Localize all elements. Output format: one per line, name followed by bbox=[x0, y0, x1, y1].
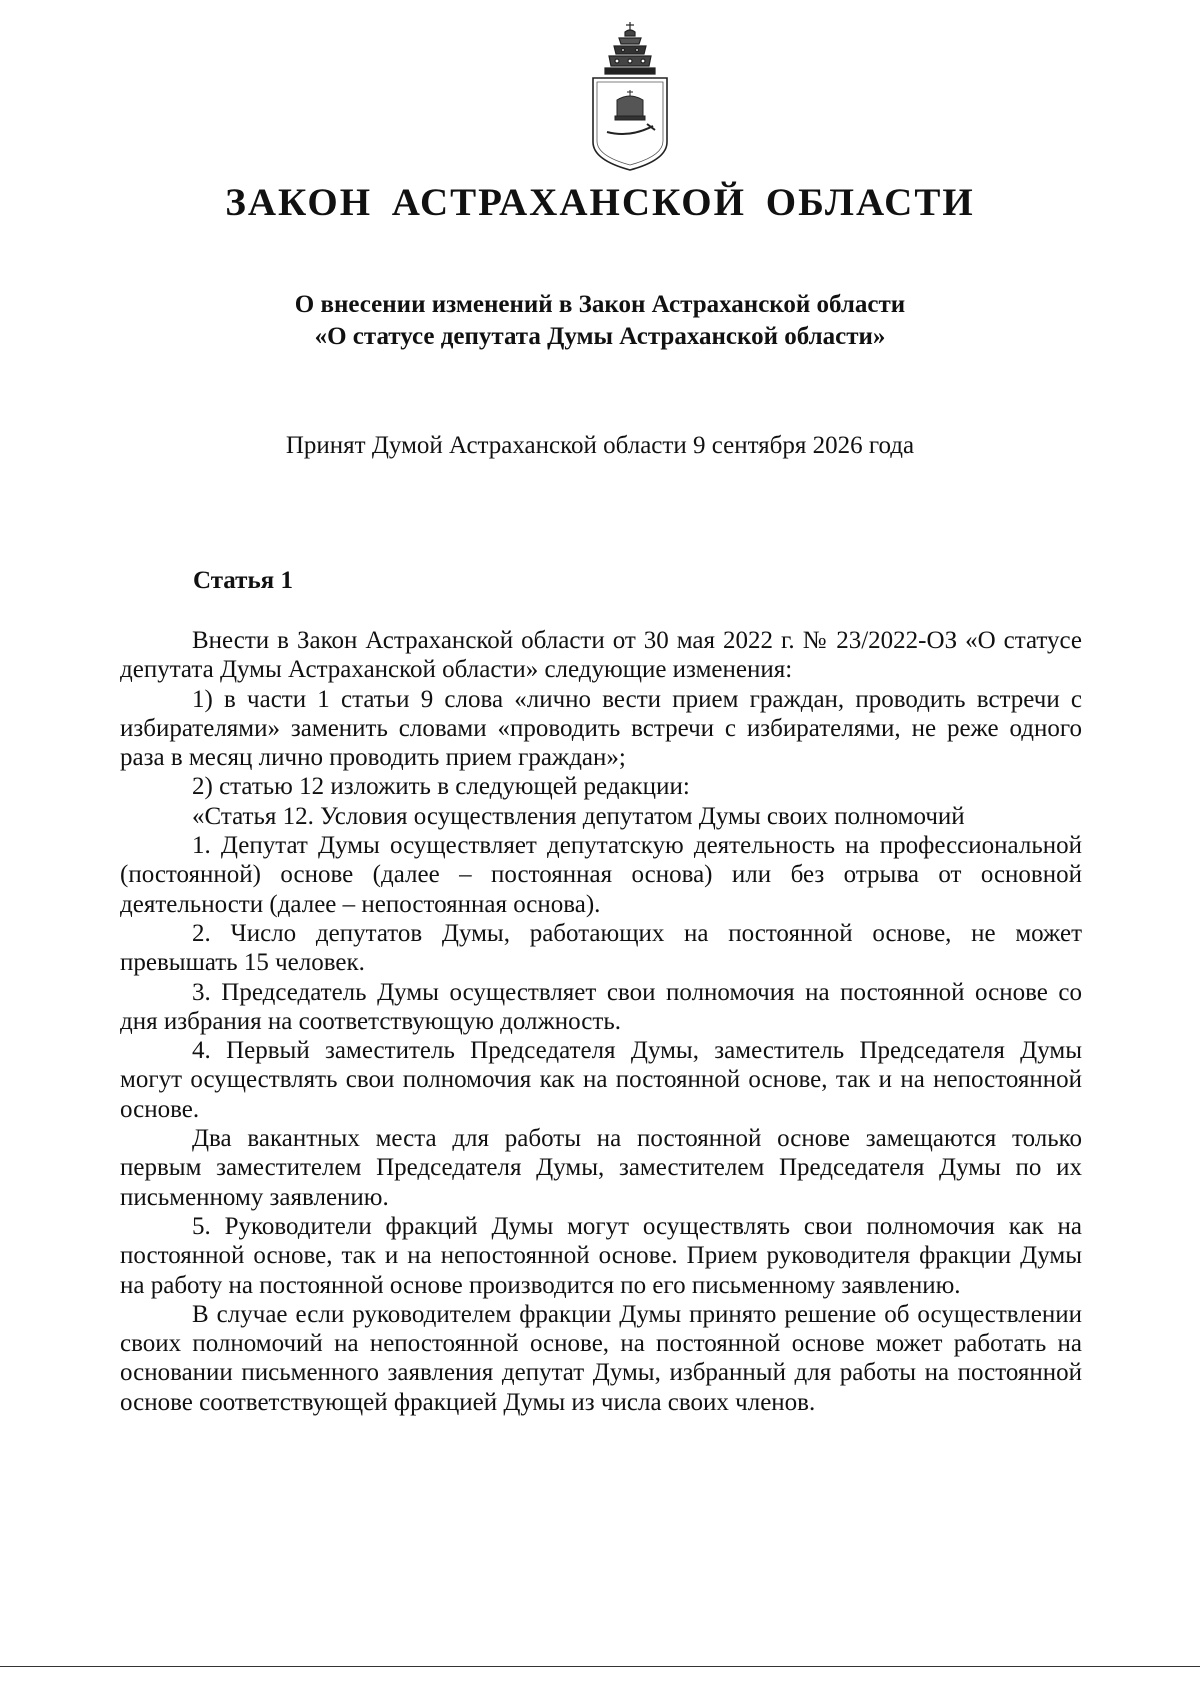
paragraph: 2. Число депутатов Думы, работающих на постоянной основе, не может превышать 15 человек. bbox=[120, 919, 1082, 977]
paragraph: 1. Депутат Думы осуществляет депутатскую деятельность на профессиональной (постоянной) основе (далее – постоянная основа) или без отрыва от основной деятельности (далее – непостоянная основа). bbox=[120, 832, 1082, 918]
paragraph: В случае если руководителем фракции Думы принято решение об осуществлении своих полномочий на непостоянной основе, на постоянной основе может работать на основании письменного заявления депутат Думы, избранный для работы на постоянной основе соответствующей фракцией Думы из числа своих членов. bbox=[120, 1300, 1082, 1416]
adoption-date-line: Принят Думой Астраханской области 9 сентября 2026 года bbox=[285, 432, 915, 459]
paragraph: 3. Председатель Думы осуществляет свои полномочия на постоянной основе со дня избрания на соответствующую должность. bbox=[120, 978, 1082, 1035]
article-heading: Статья 1 bbox=[193, 567, 293, 594]
document-subtitle bbox=[0, 289, 1200, 353]
subtitle-line: «О статусе депутата Думы Астраханской области» bbox=[314, 323, 886, 350]
footer-divider bbox=[0, 1666, 1200, 1667]
subtitle-line: О внесении изменений в Закон Астраханской области bbox=[294, 291, 906, 318]
document-title: ЗАКОН АСТРАХАНСКОЙ ОБЛАСТИ bbox=[225, 181, 975, 224]
paragraph: 1) в части 1 статьи 9 слова «лично вести прием граждан, проводить встречи с избирателями» заменить словами «проводить встречи с избирателями, не реже одного раза в месяц лично проводить прием граждан»; bbox=[120, 685, 1082, 772]
paragraph: 2) статью 12 изложить в следующей редакции: bbox=[192, 773, 690, 801]
paragraph: 5. Руководители фракций Думы могут осуществлять свои полномочия как на постоянной основе, так и на непостоянной основе. Прием руководителя фракции Думы на работу на постоянной основе производится по его письменному заявлению. bbox=[120, 1212, 1082, 1299]
article-body bbox=[120, 626, 1082, 1417]
paragraph: Два вакантных места для работы на постоянной основе замещаются только первым заместителем Председателя Думы, заместителем Председателя Думы по их письменному заявлению. bbox=[120, 1125, 1082, 1211]
paragraph: «Статья 12. Условия осуществления депутатом Думы своих полномочий bbox=[192, 802, 965, 830]
paragraph: Внести в Закон Астраханской области от 30 мая 2022 г. № 23/2022-ОЗ «О статусе депутата Думы Астраханской области» следующие изменения: bbox=[120, 627, 1082, 684]
astrakhan-coat-of-arms-icon bbox=[589, 20, 671, 172]
paragraph: 4. Первый заместитель Председателя Думы, заместитель Председателя Думы могут осуществлять свои полномочия как на постоянной основе, так и на непостоянной основе. bbox=[120, 1037, 1082, 1123]
